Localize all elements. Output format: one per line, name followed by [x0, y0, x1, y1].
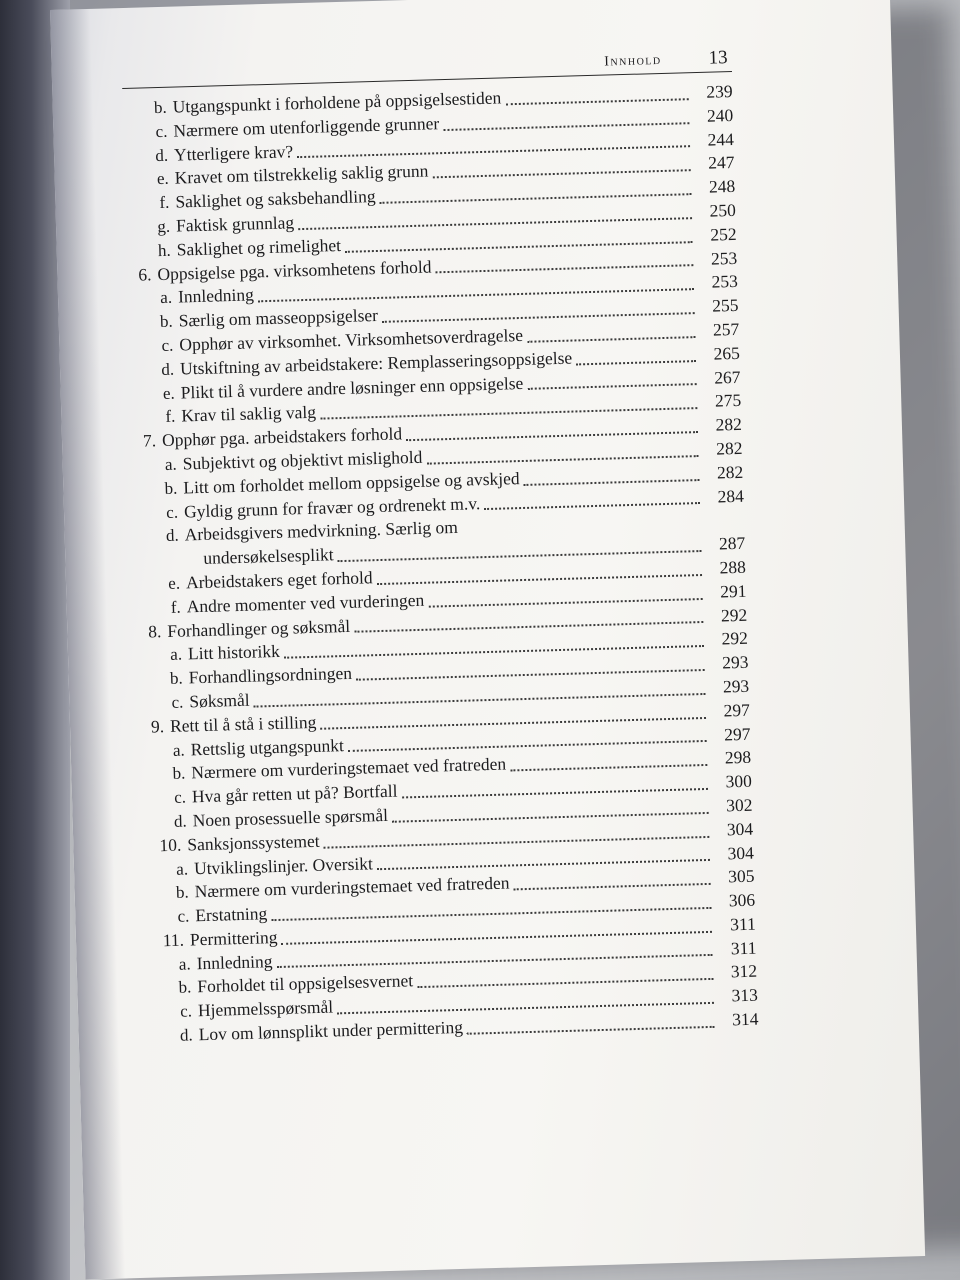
- toc-content: [121, 43, 758, 1049]
- toc-entry-title: Saklighet og saksbehandling: [175, 186, 376, 212]
- toc-entry-title: Erstatning: [195, 903, 268, 926]
- toc-entry-number: b.: [175, 882, 189, 903]
- toc-entry-page: 297: [723, 699, 751, 721]
- toc-entry-page: 267: [713, 366, 741, 388]
- book-page: [50, 0, 925, 1280]
- toc-entry-page: 255: [711, 295, 739, 316]
- toc-entry-title: Faktisk grunnlag: [175, 212, 295, 236]
- toc-entry-page: 240: [706, 104, 734, 126]
- toc-entry-page: 284: [717, 485, 745, 507]
- toc-entry-page: 288: [719, 556, 747, 578]
- toc-entry-page: 306: [728, 889, 756, 911]
- toc-entry-page: 282: [715, 437, 743, 459]
- toc-entry-title: Nærmere om vurderingstemaet ved fratreden: [191, 753, 507, 783]
- toc-entry-number: c.: [165, 502, 179, 522]
- toc-entry-title: Forhandlinger og søksmål: [167, 615, 351, 641]
- toc-entry-title: Arbeidsgivers medvirkning. Særlig om: [184, 517, 459, 545]
- toc-entry-number: 8.: [147, 620, 162, 642]
- toc-entry-page: 300: [725, 770, 753, 792]
- toc-entry-number: a.: [160, 288, 173, 308]
- toc-entry-title: Innledning: [196, 950, 273, 973]
- toc-entry-page: 257: [712, 318, 740, 340]
- toc-entry-title: Innledning: [177, 284, 255, 307]
- toc-entry-page: 297: [723, 723, 751, 744]
- toc-entry-page: 314: [731, 1008, 759, 1030]
- toc-entry-number: a.: [164, 454, 177, 474]
- toc-leader-dots: [505, 97, 688, 105]
- toc-leader-dots: [527, 335, 695, 343]
- toc-entry-number: c.: [177, 906, 190, 926]
- toc-entry-number: a.: [172, 740, 185, 760]
- toc-entry-title: Subjektivt og objektivt mislighold: [182, 446, 423, 474]
- toc-leader-dots: [524, 478, 700, 486]
- toc-entry-number: b.: [169, 668, 183, 689]
- toc-entry-page: 247: [708, 152, 735, 174]
- toc-entry-number: a.: [169, 644, 183, 665]
- toc-entry-number: c.: [161, 335, 174, 355]
- toc-entry-title: Opphør av virksomhet. Virksomhetsoverdragelse: [179, 324, 524, 355]
- toc-entry-title: Søksmål: [189, 689, 250, 712]
- toc-entry-number: e.: [162, 383, 176, 403]
- toc-entry-page: 287: [718, 532, 746, 554]
- toc-entry-page: 252: [709, 223, 737, 245]
- toc-entry-title: Litt historikk: [187, 641, 281, 664]
- toc-entry-page: 265: [713, 342, 741, 364]
- toc-entry-number: a.: [178, 954, 191, 974]
- toc-entry-title: Permittering: [189, 926, 278, 950]
- toc-entry-number: 10.: [159, 834, 182, 855]
- toc-leader-dots: [510, 763, 707, 772]
- toc-entry-page: 304: [727, 842, 755, 863]
- toc-entry-number: b.: [164, 478, 178, 498]
- toc-entry-title: Saklighet og rimelighet: [176, 234, 342, 260]
- toc-entry-number: c.: [155, 121, 168, 141]
- toc-entry-title: Nærmere om vurderingstemaet ved fratreden: [194, 872, 510, 902]
- toc-entry-number: 6.: [138, 263, 152, 285]
- toc-entry-number: e.: [156, 169, 170, 189]
- toc-entry-page: 293: [721, 651, 749, 673]
- toc-entry-page: 312: [730, 961, 758, 982]
- toc-entry-title: Oppsigelse pga. virksomhetens forhold: [157, 256, 432, 284]
- table-of-contents: [122, 80, 758, 1049]
- toc-entry-page: 313: [731, 984, 759, 1006]
- toc-entry-page: 293: [722, 675, 750, 697]
- toc-entry-title: Utskiftning av arbeidstakere: Remplasseringsoppsigelse: [179, 347, 573, 379]
- toc-entry-number: g.: [157, 216, 171, 237]
- toc-entry-number: a.: [175, 858, 189, 879]
- toc-entry-page: 302: [725, 794, 753, 816]
- toc-leader-dots: [514, 882, 711, 891]
- toc-entry-title: Noen prosessuelle spørsmål: [192, 804, 389, 831]
- toc-entry-title: Forhandlingsordningen: [188, 662, 353, 688]
- toc-entry-number: h.: [157, 240, 172, 260]
- toc-entry-title: Arbeidstakers eget forhold: [185, 567, 373, 593]
- toc-entry-page: 253: [710, 247, 738, 269]
- toc-entry-title: Andre momenter ved vurderingen: [186, 589, 425, 617]
- toc-entry-number: f.: [159, 192, 170, 213]
- toc-entry-number: 11.: [162, 929, 185, 951]
- toc-entry-page: 282: [716, 461, 744, 483]
- toc-entry-page: 292: [721, 628, 749, 649]
- toc-entry-number: b.: [159, 311, 174, 332]
- toc-entry-number: c.: [179, 1001, 193, 1022]
- toc-entry-page: 305: [727, 865, 755, 887]
- toc-entry-number: d.: [155, 145, 169, 165]
- toc-leader-dots: [576, 359, 696, 365]
- toc-entry-title: undersøkelsesplikt: [203, 544, 334, 569]
- toc-entry-title: Litt om forholdet mellom oppsigelse og avskjed: [183, 467, 520, 498]
- toc-entry-title: Utgangspunkt i forholdene på oppsigelsestiden: [172, 87, 502, 117]
- toc-entry-page: 253: [711, 271, 739, 293]
- toc-entry-page: 248: [708, 176, 736, 197]
- toc-entry-title: Nærmere om utenforliggende grunner: [173, 112, 440, 141]
- toc-entry-title: Hjemmelsspørsmål: [197, 996, 334, 1021]
- running-head-page-number: 13: [708, 47, 728, 69]
- toc-entry-number: b.: [178, 977, 192, 998]
- toc-entry-page: 275: [714, 390, 742, 411]
- toc-leader-dots: [527, 382, 696, 390]
- toc-entry-page: 250: [709, 199, 737, 221]
- toc-entry-title: Særlig om masseoppsigelser: [178, 305, 379, 331]
- toc-entry-title: Krav til saklig valg: [181, 402, 317, 426]
- toc-entry-title: Forholdet til oppsigelsesvernet: [197, 970, 414, 997]
- toc-entry-number: 9.: [150, 715, 165, 737]
- toc-entry-title: Ytterligere krav?: [173, 140, 294, 165]
- toc-entry-title: Gyldig grunn for fravær og ordrenekt m.v.: [183, 492, 481, 521]
- toc-entry-number: e.: [167, 573, 181, 593]
- toc-entry-title: Opphør pga. arbeidstakers forhold: [161, 423, 403, 451]
- toc-entry-page: 311: [730, 937, 757, 959]
- toc-entry-title: Lov om lønnsplikt under permittering: [198, 1016, 464, 1045]
- toc-entry-title: Rett til å stå i stilling: [169, 711, 317, 736]
- toc-entry-number: b.: [153, 97, 168, 118]
- toc-entry-title: Rettslig utgangspunkt: [190, 734, 345, 759]
- toc-entry-number: f.: [170, 597, 181, 617]
- toc-entry-title: Sanksjonssystemet: [187, 830, 320, 855]
- toc-entry-page: 304: [726, 818, 754, 840]
- toc-entry-page: 239: [706, 80, 733, 102]
- toc-entry-page: 244: [707, 128, 735, 150]
- toc-entry-number: b.: [172, 763, 186, 784]
- toc-entry-title: Hva går retten ut på? Bortfall: [191, 780, 398, 807]
- toc-entry-number: c.: [171, 692, 184, 712]
- toc-entry-page: 292: [720, 604, 748, 626]
- toc-entry-page: 291: [719, 580, 747, 602]
- toc-entry-page: 282: [715, 414, 743, 435]
- toc-leader-dots: [484, 501, 700, 510]
- toc-entry-page: 298: [724, 747, 752, 768]
- toc-entry-number: 7.: [142, 430, 157, 451]
- toc-entry-title: Utviklingslinjer. Oversikt: [193, 852, 374, 878]
- toc-entry-number: d.: [173, 811, 187, 831]
- toc-entry-title: Plikt til å vurdere andre løsninger enn oppsigelse: [180, 372, 524, 403]
- toc-leader-dots: [467, 1025, 715, 1035]
- toc-entry-number: c.: [173, 787, 187, 807]
- toc-entry-page: 311: [729, 913, 757, 935]
- toc-entry-number: d.: [161, 359, 175, 379]
- toc-entry-title: Kravet om tilstrekkelig saklig grunn: [174, 160, 429, 188]
- toc-entry-number: d.: [179, 1025, 193, 1045]
- toc-entry-number: d.: [165, 525, 179, 546]
- toc-entry-number: f.: [165, 407, 176, 427]
- running-head-title: Innhold: [604, 52, 662, 70]
